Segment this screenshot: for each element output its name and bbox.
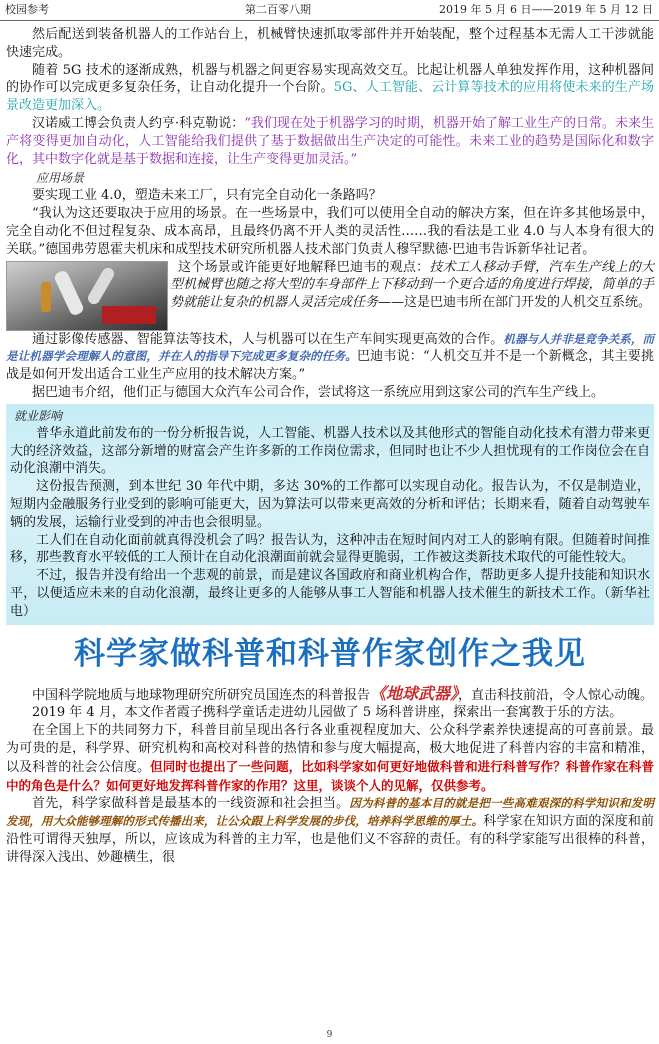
italic-text: 技术工人移动手臂，汽车生产线上的大型机械臂也随之将大型的车身部件上下移动到一个更合适的角度进行焊接，简单的手势就能让复杂的机器人灵活完成任务 — [170, 259, 654, 311]
paragraph: 中国科学院地质与地球物理研究所研究员国连杰的科普报告《地球武器》，直击科技前沿，令人惊心动魄。 — [32, 683, 654, 703]
subheading-employment: 就业影响 — [14, 408, 63, 423]
book-title: 《地球武器》 — [370, 683, 459, 703]
header-date-range: 2019 年 5 月 6 日——2019 年 5 月 12 日 — [439, 3, 653, 16]
paragraph: 这个场景或许能更好地解释巴迪韦的观点：技术工人移动手臂，汽车生产线上的大型机械臂也随之将大型的车身部件上下移动到一个更合适的角度进行焊接，简单的手势就能让复杂的机器人灵活完成任务——这是巴迪韦所在部门开发的人机交互系统。 — [170, 259, 654, 311]
paragraph: 汉诺威工博会负责人约亨·科克勒说：“我们现在处于机器学习的时期，机器开始了解工业生产的日常。未来生产将变得更加自动化，人工智能给我们提供了基于数据做出生产决定的可能性。未来工业的趋势是国际化和数字化，其中数字化就是基于数据和连接，让生产变得更加灵活。” — [6, 115, 654, 167]
paragraph: 在全国上下的共同努力下，科普目前呈现出各行各业重视程度加大、公众科学素养快速提高的可喜前景。最为可贵的是，科学界、研究机构和高校对科普的热情和参与度大幅提高，极大地促进了科普内容的丰富和精准，以及科普的社会公信度。但同时也提出了一些问题，比如科学家如何更好地做科普和进行科普写作？科普作家在科普中的角色是什么？如何更好地发挥科普作家的作用？这里，谈谈个人的见解，仅供参考。 — [6, 723, 654, 793]
paragraph: 普华永道此前发布的一份分析报告说，人工智能、机器人技术以及其他形式的智能自动化技术有潜力带来更大的经济效益，这部分新增的财富会产生许多新的工作岗位需求，但同时也让不少人担忧现有的工作岗位会在自动化浪潮中消失。 — [10, 425, 650, 477]
quote-highlight: “我们现在处于机器学习的时期，机器开始了解工业生产的日常。未来生产将变得更加自动化，人工智能给我们提供了基于数据做出生产决定的可能性。未来工业的趋势是国际化和数字化，其中数字化就是基于数据和连接，让生产变得更加灵活。” — [6, 115, 654, 167]
robot-arm-photo — [6, 261, 168, 331]
article-title: 科学家做科普和科普作家创作之我见 — [74, 635, 586, 672]
paragraph: 据巴迪韦介绍，他们正与德国大众汽车公司合作，尝试将这一系统应用到这家公司的汽车生产线上。 — [32, 384, 605, 400]
page-body — [6, 26, 654, 866]
paragraph: 不过，报告并没有给出一个悲观的前景，而是建议各国政府和商业机构合作，帮助更多人提升技能和知识水平，以便适应未来的自动化浪潮，最终让更多的人能够从事工人智能和机器人技术催生的新技术工作。（新华社电） — [10, 568, 650, 619]
highlight-text: 机器与人并非是竞争关系，而是让机器学会理解人的意图，并在人的指导下完成更多复杂的任务。 — [6, 331, 654, 364]
employment-section — [6, 404, 654, 625]
highlight-text: 因为科普的基本目的就是把一些高难艰深的科学知识和发明发现，用大众能够理解的形式传播出来，让公众跟上科学发展的步伐，培养科学思维的厚土。 — [6, 796, 654, 829]
highlight-question: 但同时也提出了一些问题，比如科学家如何更好地做科普和进行科普写作？科普作家在科普中的角色是什么？如何更好地发挥科普作家的作用？这里，谈谈个人的见解，仅供参考。 — [6, 758, 654, 793]
paragraph: 随着 5G 技术的逐渐成熟，机器与机器之间更容易实现高效交互。比起让机器人单独发挥作用，这种机器间的协作可以完成更多复杂任务，让自动化提升一个台阶。5G、人工智能、云计算等技术的应用将使未来的生产场景改造更加深入。 — [6, 62, 654, 114]
paragraph: 2019 年 4 月，本文作者霞子携科学童话走进幼儿园做了 5 场科普讲座，探索出一套寓教于乐的方法。 — [32, 705, 623, 721]
paragraph: 首先，科学家做科普是最基本的一线资源和社会担当。因为科普的基本目的就是把一些高难艰深的科学知识和发明发现，用大众能够理解的形式传播出来，让公众跟上科学发展的步伐，培养科学思维的厚土。科学家在知识方面的深度和前沿性可谓得天独厚，所以，应该成为科普的主力军，也是他们义不容辞的责任。有的科学家能写出很棒的科普，讲得深入浅出、妙趣横生，很 — [6, 796, 654, 865]
paragraph: 然后配送到装备机器人的工作站台上，机械臂快速抓取零部件并开始装配，整个过程基本无需人工干涉就能快速完成。 — [6, 27, 654, 60]
header-publication: 校园参考 — [5, 3, 49, 16]
page-header — [0, 0, 659, 21]
photo-text-block — [6, 259, 654, 331]
paragraph: 要实现工业 4.0，塑造未来工厂，只有完全自动化一条路吗？ — [32, 188, 382, 204]
subheading-application: 应用场景 — [36, 171, 85, 186]
page-number: 9 — [326, 1030, 333, 1040]
highlight-text: 5G、人工智能、云计算等技术的应用将使未来的生产场景改造更加深入。 — [6, 80, 654, 114]
header-issue: 第二百零八期 — [245, 3, 311, 16]
paragraph: 这份报告预测，到本世纪 30 年代中期，多达 30%的工作都可以实现自动化。报告认为，不仅是制造业，短期内金融服务行业受到的影响可能更大，因为算法可以带来更高效的分析和评估；长期来看，随着自动驾驶车辆的发展，运输行业受到的冲击也会很明显。 — [10, 479, 650, 530]
paragraph: 工人们在自动化面前就真得没机会了吗？报告认为，这种冲击在短时间内对工人的影响有限。但随着时间推移，那些教育水平较低的工人预计在自动化浪潮面前就会显得更脆弱，工作被这类新技术取代的可能性较大。 — [10, 532, 650, 566]
paragraph: “我认为这还要取决于应用的场景。在一些场景中，我们可以使用全自动的解决方案，但在许多其他场景中，完全自动化不但过程复杂、成本高昂，且最终仍离不开人类的灵活性……我的看法是工业 4.0 与人本身有很大的关联。”德国弗劳恩霍夫机床和成型技术研究所机器人技术部门负责人穆罕默德·巴迪韦告诉新华社记者。 — [6, 206, 654, 257]
paragraph: 通过影像传感器、智能算法等技术，人与机器可以在生产车间实现更高效的合作。机器与人并非是竞争关系，而是让机器学会理解人的意图，并在人的指导下完成更多复杂的任务。巴迪韦说：“人机交互并不是一个新概念，其主要挑战是如何开发出适合工业生产应用的技术解决方案。” — [6, 331, 654, 383]
